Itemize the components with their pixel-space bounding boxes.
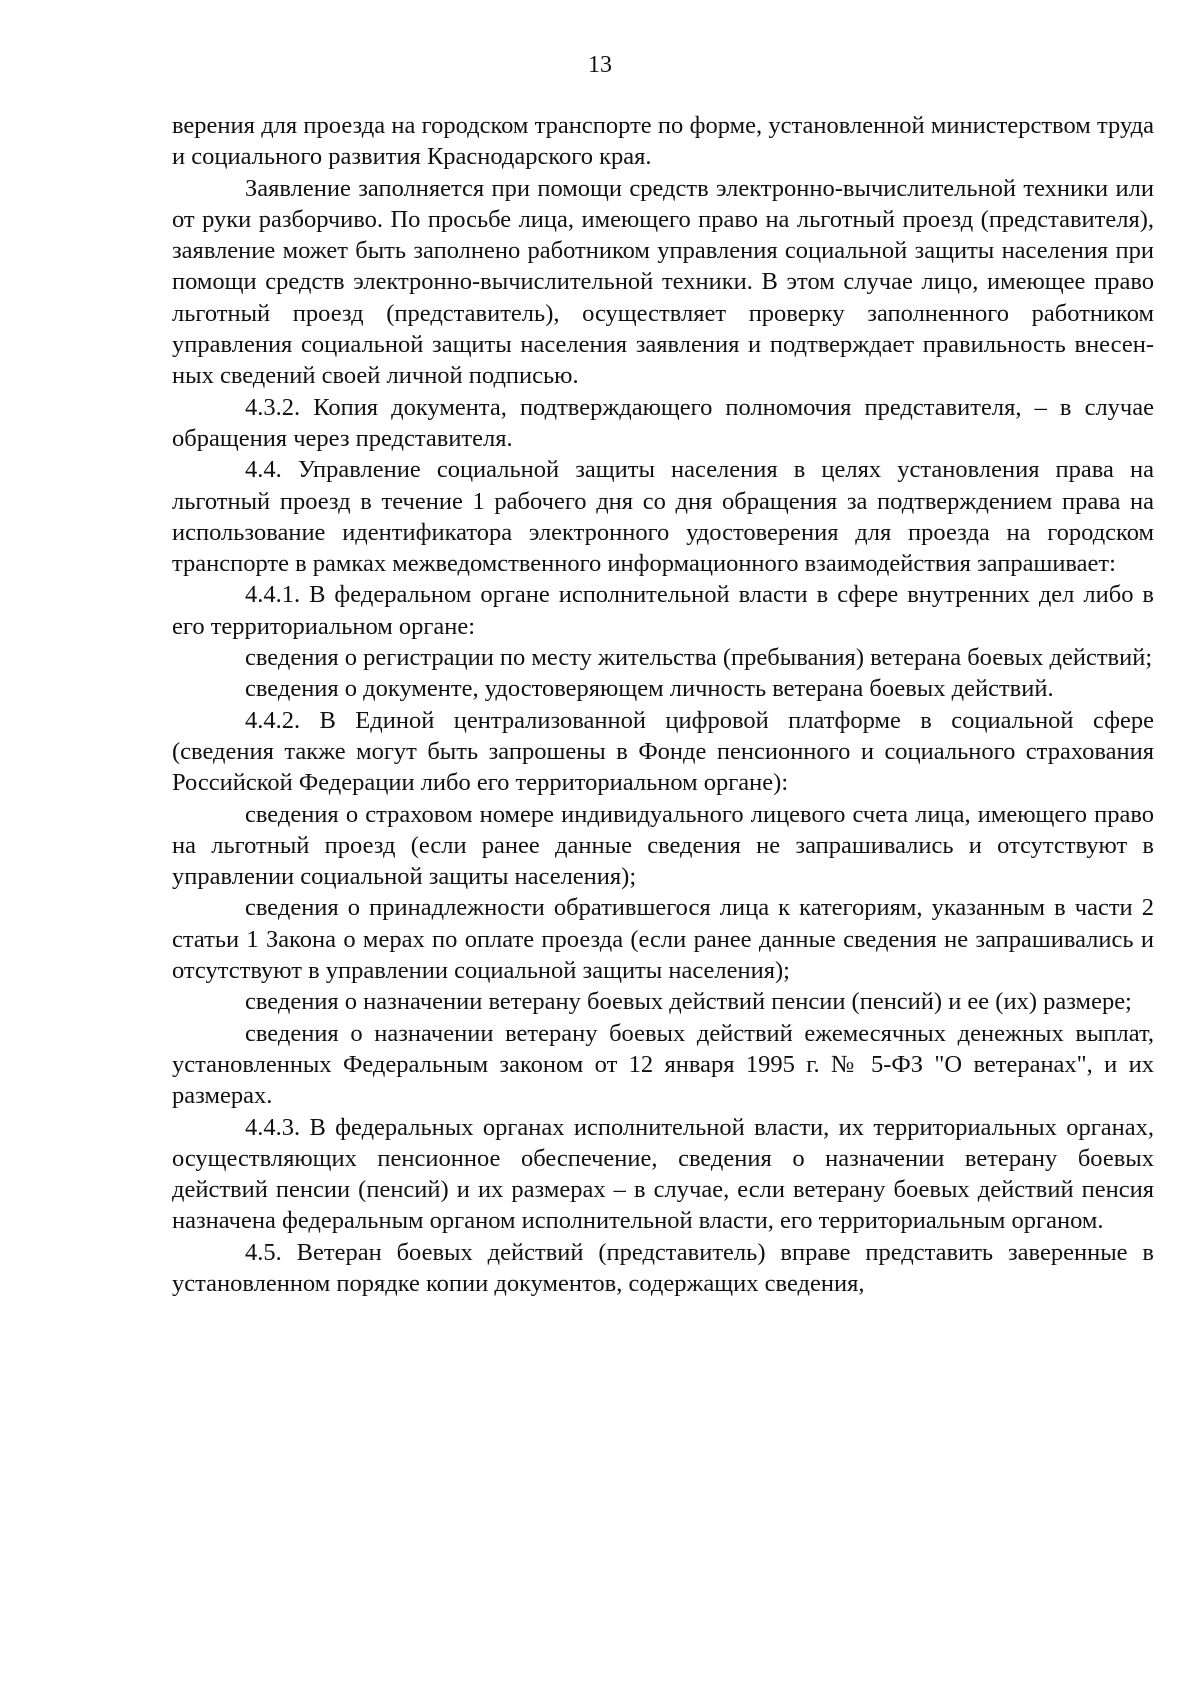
paragraph-snils-info: сведения о страховом номере индивидуального лицевого счета лица, имеющего право на льготный проезд (если ранее данные сведения не запрашивались и отсутствуют в управлении социальной защиты населения); (172, 800, 1154, 891)
paragraph-4-4-1: 4.4.1. В федеральном органе исполнительной власти в сфере внутренних дел либо в его территориальном органе: (172, 581, 1154, 640)
paragraph-category-info: сведения о принадлежности обратившегося лица к категориям, указанным в части 2 статьи 1 Закона о мерах по оплате проезда (если ранее данные сведения не запрашивались и отсутствуют в управлении социальной защиты населения); (172, 894, 1154, 985)
paragraph-continuation: верения для проезда на городском транспорте по форме, установленной министерством труда и социального развития Краснодарского края. (172, 112, 1154, 171)
document-body (172, 110, 1154, 1299)
paragraph-monthly-payments-info: сведения о назначении ветерану боевых действий ежемесячных денежных выплат, установленных Федеральным законом от 12 января 1995 г. № 5-ФЗ "О ветеранах", и их размерах. (172, 1019, 1154, 1110)
paragraph-4-4-2: 4.4.2. В Единой централизованной цифровой платформе в социальной сфере (сведения также могут быть запрошены в Фонде пенсионного и социального страхования Российской Федерации либо его территориальном органе): (172, 706, 1154, 797)
paragraph-4-4: 4.4. Управление социальной защиты населения в целях установления права на льготный проезд в течение 1 рабочего дня со дня обращения за подтверждением права на использование идентификатора электронного удостоверения для проезда на городском транспорте в рамках межведомственного информационного взаимодействия запрашивает: (172, 456, 1154, 578)
paragraph-identity-document-info: сведения о документе, удостоверяющем личность ветерана боевых действий. (245, 675, 1054, 703)
paragraph-application-filling: Заявление заполняется при помощи средств электронно-вычислительной техники или от руки разборчиво. По просьбе лица, имеющего право на льготный проезд (представителя), заявление может быть заполнено работником управления социальной защиты населения при помощи средств электронно-вычислительной техники. В этом случае лицо, имеющее право льготный проезд (представитель), осуществляет проверку заполненного работником управления социальной защиты населения заявления и подтверждает правильность внесенных сведений своей личной подписью. (172, 174, 1154, 390)
paragraph-4-3-2: 4.3.2. Копия документа, подтверждающего полномочия представителя, – в случае обращения через представителя. (172, 393, 1154, 452)
paragraph-4-4-3: 4.4.3. В федеральных органах исполнительной власти, их территориальных органах, осуществляющих пенсионное обеспечение, сведения о назначении ветерану боевых действий пенсии (пенсий) и их размерах – в случае, если ветерану боевых действий пенсия назначена федеральным органом исполнительной власти, его территориальным органом. (172, 1113, 1154, 1235)
paragraph-pension-info: сведения о назначении ветерану боевых действий пенсии (пенсий) и ее (их) размере; (245, 988, 1132, 1016)
paragraph-4-5: 4.5. Ветеран боевых действий (представитель) вправе представить заверенные в установленном порядке копии документов, содержащих сведения, (172, 1238, 1154, 1297)
page-number: 13 (588, 52, 612, 78)
paragraph-registration-info: сведения о регистрации по месту жительства (пребывания) ветерана боевых действий; (245, 644, 1153, 672)
